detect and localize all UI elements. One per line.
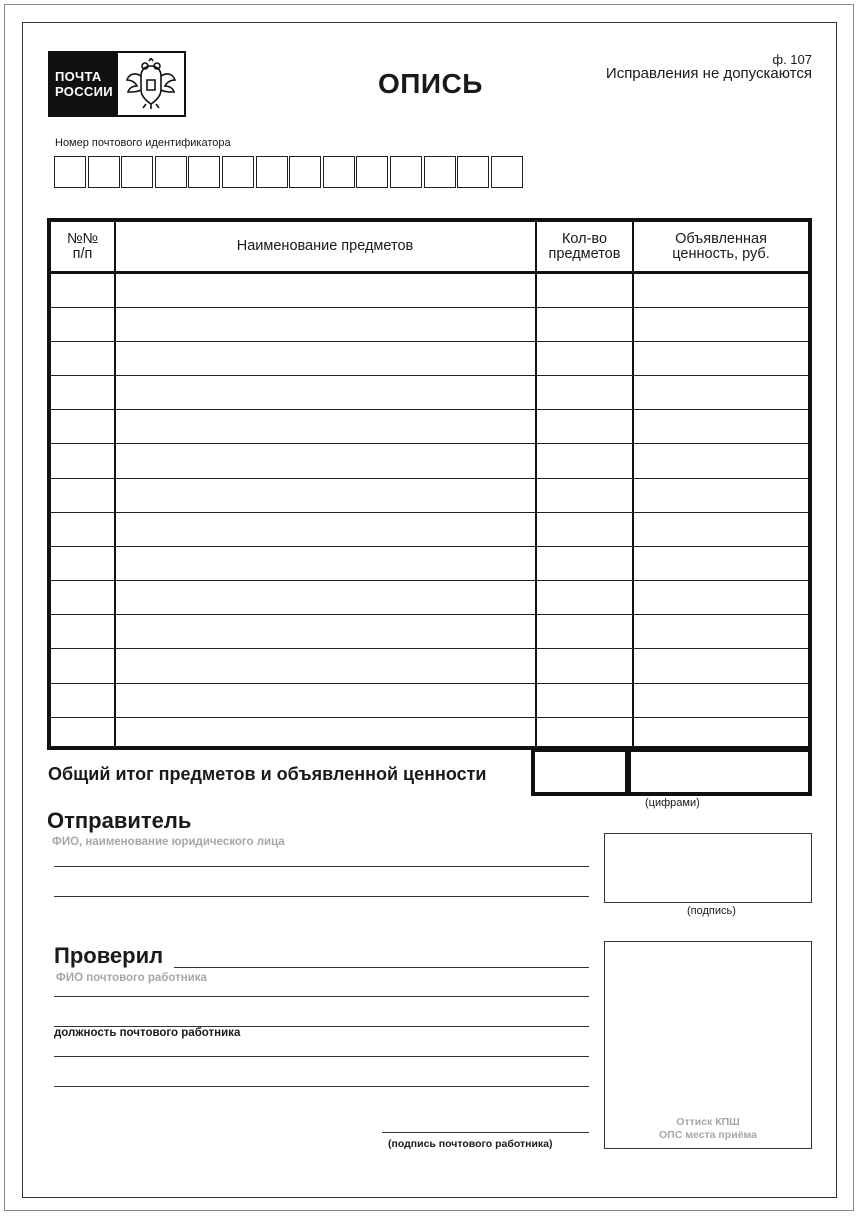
column-divider (114, 222, 116, 746)
tracking-digit-cell[interactable] (121, 156, 153, 188)
logo-line-2: РОССИИ (55, 84, 113, 99)
sender-signature-note: (подпись) (687, 905, 736, 917)
sender-heading: Отправитель (47, 808, 192, 833)
table-row-line (51, 478, 808, 479)
tracking-digit-cell[interactable] (390, 156, 422, 188)
tracking-digit-cell[interactable] (88, 156, 120, 188)
total-quantity-field[interactable] (531, 748, 629, 796)
tracking-digit-cell[interactable] (155, 156, 187, 188)
logo-wordmark (50, 53, 116, 115)
stamp-note-line1: Оттиск КПШ (676, 1116, 740, 1128)
sender-name-line[interactable] (54, 866, 589, 867)
checked-by-name-line[interactable] (174, 967, 589, 968)
table-row-line (51, 375, 808, 376)
column-header-value-line2: ценность, руб. (672, 245, 770, 262)
postal-worker-position-line[interactable] (54, 1056, 589, 1057)
tracking-digit-cell[interactable] (289, 156, 321, 188)
column-header-number-line2: п/п (72, 245, 93, 262)
document-title: ОПИСЬ (378, 68, 483, 99)
tracking-digit-cell[interactable] (323, 156, 355, 188)
table-row-line (51, 717, 808, 718)
column-header-declared-value (634, 222, 808, 271)
postal-worker-name-hint: ФИО почтового работника (56, 972, 207, 984)
tracking-digit-cell[interactable] (457, 156, 489, 188)
tracking-digit-cell[interactable] (256, 156, 288, 188)
russian-post-logo (48, 51, 186, 117)
column-divider (632, 222, 634, 746)
table-row-line (51, 307, 808, 308)
column-divider (535, 222, 537, 746)
postal-worker-signature-note: (подпись почтового работника) (388, 1138, 553, 1150)
sender-signature-box[interactable] (604, 833, 812, 903)
total-value-field[interactable] (627, 748, 812, 796)
checked-by-heading: Проверил (54, 943, 164, 968)
table-row-line (51, 648, 808, 649)
post-office-stamp-box[interactable] (604, 941, 812, 1149)
postal-worker-signature-line[interactable] (382, 1132, 589, 1133)
column-header-quantity-line1: Кол-во (561, 230, 608, 247)
tracking-digit-cell[interactable] (188, 156, 220, 188)
tracking-digit-cell[interactable] (54, 156, 86, 188)
table-row-line (51, 614, 808, 615)
stamp-note-line2: ОПС места приёма (659, 1129, 757, 1141)
form-number: ф. 107 (772, 52, 812, 67)
tracking-digit-cell[interactable] (424, 156, 456, 188)
stamp-note (605, 1116, 811, 1142)
tracking-number-field[interactable] (54, 156, 524, 188)
column-header-value-line1: Объявленная (675, 230, 767, 247)
postal-worker-name-line[interactable] (54, 996, 589, 997)
column-header-quantity-line2: предметов (548, 245, 621, 262)
tracking-digit-cell[interactable] (491, 156, 523, 188)
column-header-name: Наименование предметов (236, 238, 414, 254)
postal-worker-position-line[interactable] (54, 1086, 589, 1087)
column-header-quantity (537, 222, 632, 271)
table-row-line (51, 443, 808, 444)
column-header-number (51, 222, 114, 271)
table-row-line (51, 512, 808, 513)
digits-note: (цифрами) (645, 797, 700, 809)
tracking-digit-cell[interactable] (356, 156, 388, 188)
total-label: Общий итог предметов и объявленной ценности (48, 764, 487, 784)
table-row-line (51, 683, 808, 684)
table-row-line (51, 546, 808, 547)
sender-name-line[interactable] (54, 896, 589, 897)
corrections-note: Исправления не допускаются (605, 65, 812, 82)
table-row-line (51, 409, 808, 410)
tracking-number-label: Номер почтового идентификатора (55, 137, 231, 149)
header-separator (51, 271, 808, 274)
column-header-number-line1: №№ (66, 230, 99, 247)
double-eagle-icon (116, 53, 184, 115)
items-table (47, 218, 812, 750)
logo-line-1: ПОЧТА (55, 69, 102, 84)
sender-name-hint: ФИО, наименование юридического лица (52, 836, 285, 848)
postal-worker-position-label: должность почтового работника (54, 1027, 241, 1039)
table-row-line (51, 580, 808, 581)
tracking-digit-cell[interactable] (222, 156, 254, 188)
table-row-line (51, 341, 808, 342)
